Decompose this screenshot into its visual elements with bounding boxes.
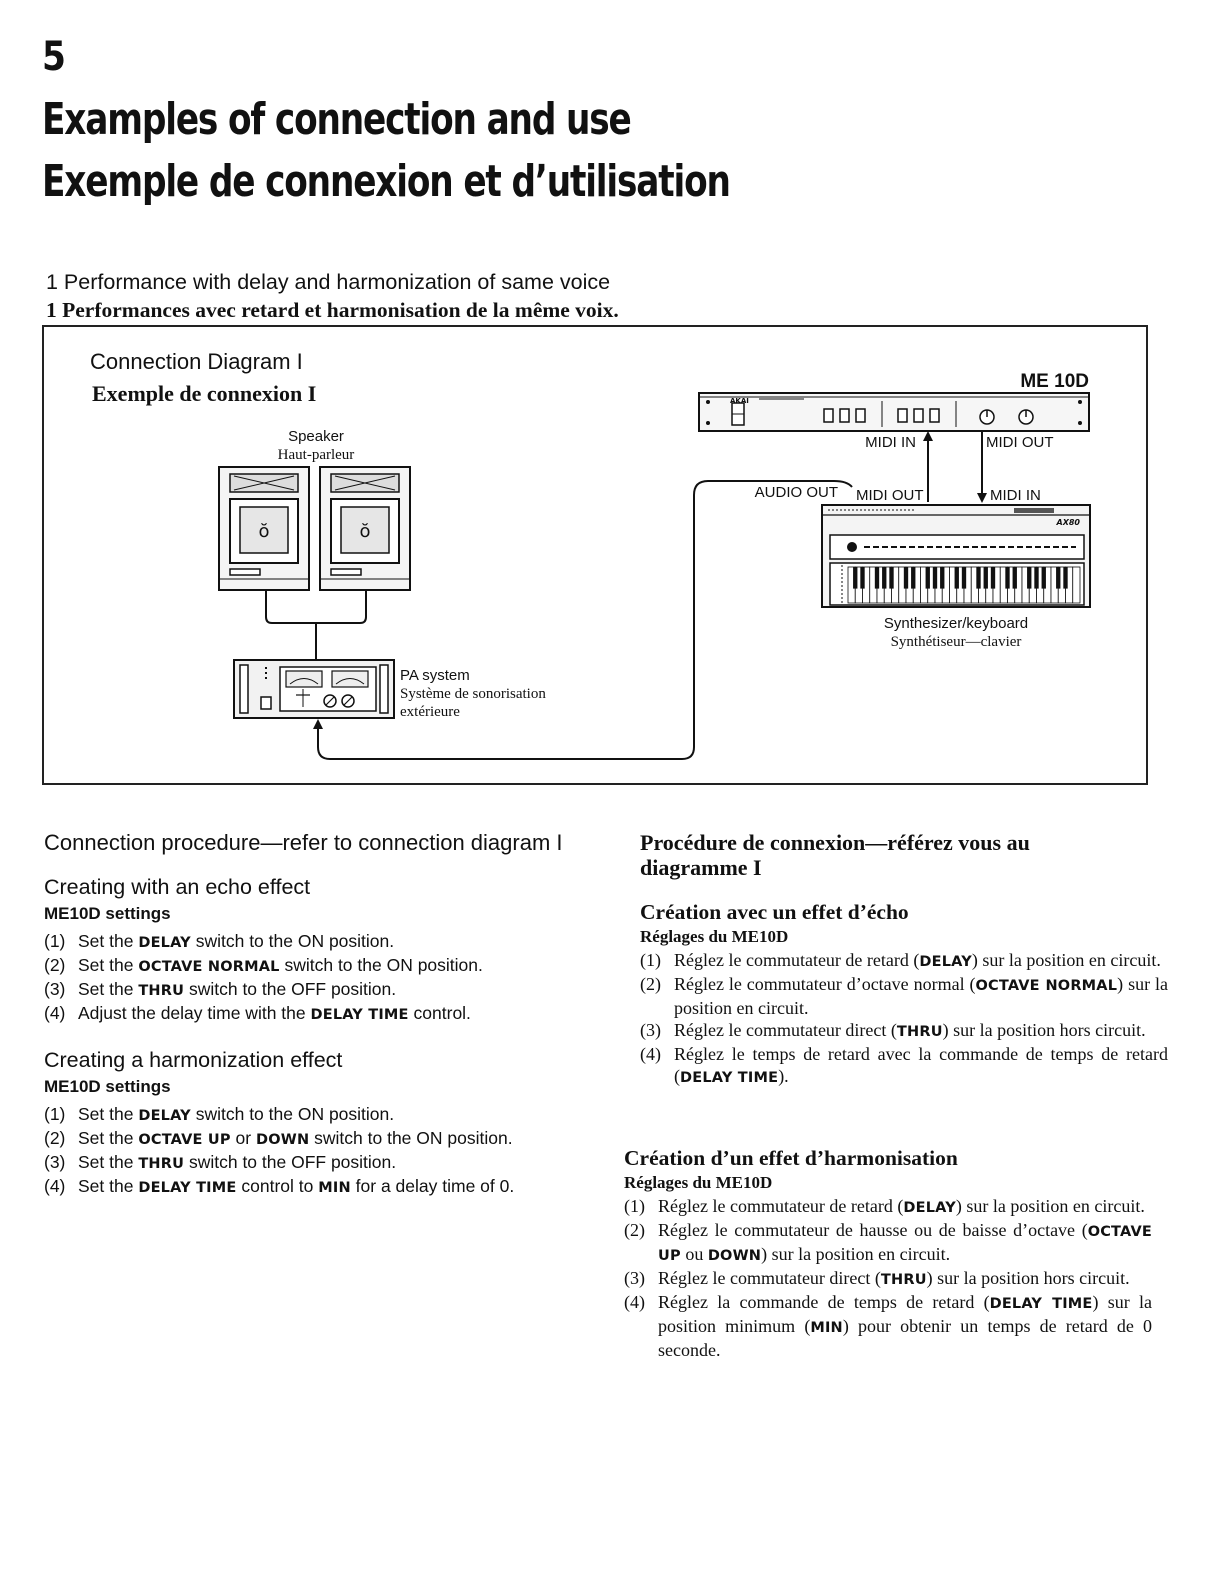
step-item: (3) Set the THRU switch to the OFF position. [44, 1152, 397, 1172]
black-key [904, 567, 908, 589]
step-item: (2) Réglez le commutateur d’octave normal (OCTAVE NORMAL) sur la position en circuit. [640, 974, 1168, 1018]
pa-label-fr-2: extérieure [400, 704, 460, 720]
black-key [911, 567, 915, 589]
synth-model-label: AX80 [1056, 518, 1080, 527]
connection-diagram [42, 325, 1148, 785]
french-column [640, 830, 1168, 1089]
step-item: (1) Set the DELAY switch to the ON position. [44, 1104, 395, 1124]
step-item: (4) Réglez le temps de retard avec la commande de temps de retard (DELAY TIME). [640, 1044, 1168, 1086]
harm-settings-en: ME10D settings [44, 1077, 171, 1096]
synth-midi-out-label: MIDI OUT [856, 487, 924, 504]
english-column [44, 830, 584, 1199]
harm-settings-fr: Réglages du ME10D [624, 1173, 773, 1192]
pa-label-en: PA system [400, 667, 470, 684]
step-item: (4) Set the DELAY TIME control to MIN for a delay time of 0. [44, 1176, 515, 1196]
black-key [875, 567, 879, 589]
step-item: (2) Réglez le commutateur de hausse ou de baisse d’octave (OCTAVE UP ou DOWN) sur la position en circuit. [624, 1220, 1152, 1264]
diagram-title-fr: Exemple de connexion I [92, 381, 317, 406]
me10d-midi-in-label: MIDI IN [865, 434, 916, 451]
synth-label-en: Synthesizer/keyboard [883, 615, 1029, 632]
me10d-unit-icon [699, 393, 1089, 431]
section-heading-en: 1 Performance with delay and harmonization of same voice [46, 270, 611, 294]
procedure-heading-fr: Procédure de connexion—référez vous au diagramme I [640, 830, 1030, 880]
page-title-fr: Exemple de connexion et d’utilisation [42, 156, 730, 207]
black-key [962, 567, 966, 589]
speaker-label-fr: Haut-parleur [277, 447, 355, 463]
step-item: (4) Réglez la commande de temps de retard (DELAY TIME) sur la position minimum (MIN) pour obtenir un temps de retard de 0 seconde. [624, 1292, 1153, 1360]
black-key [1042, 567, 1046, 589]
pa-system-icon [234, 660, 394, 718]
me10d-midi-out-label: MIDI OUT [986, 434, 1054, 451]
black-key [853, 567, 857, 589]
black-key [1034, 567, 1038, 589]
echo-heading-fr: Création avec un effet d’écho [640, 900, 909, 924]
step-item: (4) Adjust the delay time with the DELAY TIME control. [44, 1003, 471, 1023]
black-key [1063, 567, 1067, 589]
harm-steps-fr [624, 1195, 1152, 1361]
black-key [933, 567, 937, 589]
section-heading-fr: 1 Performances avec retard et harmonisation de la même voix. [46, 298, 619, 322]
step-item: (1) Réglez le commutateur de retard (DELAY) sur la position en circuit. [624, 1196, 1145, 1216]
harm-heading-en: Creating a harmonization effect [44, 1048, 343, 1072]
echo-steps-en [44, 930, 584, 1026]
black-key [860, 567, 864, 589]
black-key [1013, 567, 1017, 589]
synth-midi-in-label: MIDI IN [990, 487, 1041, 504]
step-item: (3) Réglez le commutateur direct (THRU) sur la position hors circuit. [624, 1268, 1130, 1288]
synth-label-fr: Synthétiseur—clavier [890, 634, 1022, 650]
diagram-title-en: Connection Diagram I [90, 349, 303, 374]
speaker-label-en: Speaker [288, 428, 344, 445]
black-key [882, 567, 886, 589]
pa-label-fr-1: Système de sonorisation [400, 686, 546, 702]
harm-heading-fr: Création d’un effet d’harmonisation [624, 1146, 958, 1170]
white-key [1073, 567, 1080, 603]
echo-settings-en: ME10D settings [44, 904, 171, 923]
black-key [976, 567, 980, 589]
black-key [926, 567, 930, 589]
procedure-heading-en: Connection procedure—refer to connection diagram I [44, 830, 563, 855]
black-key [1005, 567, 1009, 589]
black-key [991, 567, 995, 589]
step-item: (1) Réglez le commutateur de retard (DELAY) sur la position en circuit. [640, 950, 1161, 970]
step-item: (3) Set the THRU switch to the OFF position. [44, 979, 397, 999]
harm-steps-en [44, 1103, 584, 1199]
connection-diagram-svg [44, 327, 1146, 783]
me10d-label: ME 10D [1020, 371, 1089, 392]
chapter-number: 5 [42, 34, 66, 80]
black-key [889, 567, 893, 589]
echo-steps-fr [640, 949, 1168, 1089]
speaker-icon [219, 467, 309, 590]
speaker-cable [266, 590, 366, 623]
synthesizer-icon [822, 505, 1090, 607]
svg-text:ŏ: ŏ [258, 521, 270, 542]
audio-out-label: AUDIO OUT [754, 484, 838, 501]
svg-text:ŏ: ŏ [359, 521, 371, 542]
black-key [1056, 567, 1060, 589]
step-item: (1) Set the DELAY switch to the ON position. [44, 931, 395, 951]
brand-label: AKAI [730, 397, 749, 405]
step-item: (3) Réglez le commutateur direct (THRU) sur la position hors circuit. [640, 1020, 1146, 1040]
keyboard-keys [848, 567, 1080, 603]
step-item: (2) Set the OCTAVE NORMAL switch to the ON position. [44, 955, 483, 975]
french-column-harm [624, 1146, 1152, 1361]
speaker-icon [320, 467, 410, 590]
black-key [940, 567, 944, 589]
page-title-en: Examples of connection and use [42, 94, 631, 145]
echo-heading-en: Creating with an echo effect [44, 875, 311, 899]
black-key [984, 567, 988, 589]
black-key [955, 567, 959, 589]
step-item: (2) Set the OCTAVE UP or DOWN switch to the ON position. [44, 1128, 513, 1148]
echo-settings-fr: Réglages du ME10D [640, 927, 789, 946]
black-key [1027, 567, 1031, 589]
